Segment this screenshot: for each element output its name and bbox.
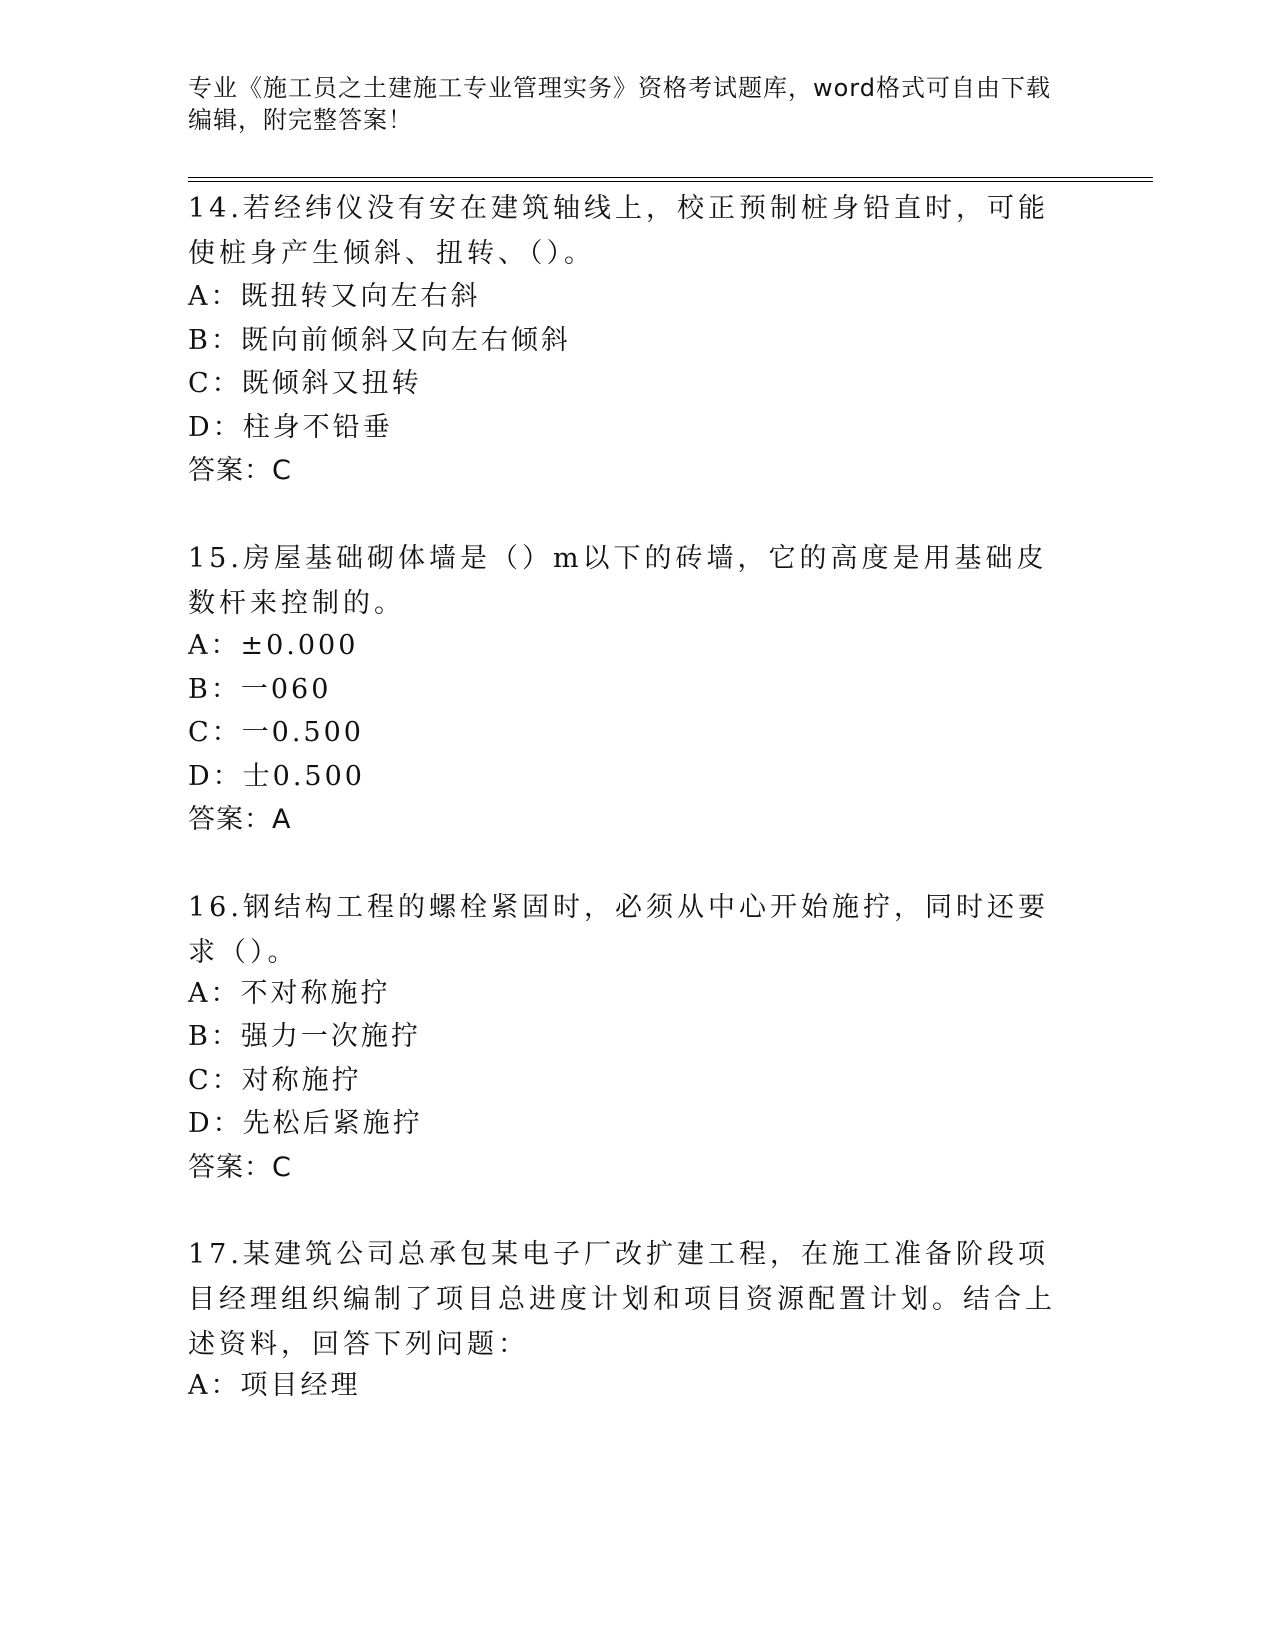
document-header: 专业《施工员之土建施工专业管理实务》资格考试题库，word格式可自由下载编辑，附完整答案！: [188, 74, 1051, 134]
option-d: D：士0.500: [188, 761, 365, 792]
answer-line: 答案：A: [188, 804, 292, 835]
answer-line: 答案：C: [188, 455, 292, 486]
option-c: C：既倾斜又扭转: [188, 368, 422, 399]
header-divider-bottom: [188, 181, 1153, 182]
question-stem-14: 14.若经纬仪没有安在建筑轴线上，校正预制桩身铅直时，可能使桩身产生倾斜、扭转、（）。: [188, 193, 1049, 269]
option-a: A：不对称施拧: [188, 978, 391, 1009]
option-c: C：对称施拧: [188, 1065, 362, 1096]
option-b: B：既向前倾斜又向左右倾斜: [188, 325, 571, 356]
answer-line: 答案：C: [188, 1152, 292, 1183]
option-a: A：项目经理: [188, 1370, 361, 1401]
question-stem-16: 16.钢结构工程的螺栓紧固时，必须从中心开始施拧，同时还要求（）。: [188, 892, 1049, 968]
option-a: A：±0.000: [188, 630, 359, 661]
option-b: B：一060: [188, 674, 332, 705]
header-divider-top: [188, 177, 1153, 178]
question-stem-17: 17.某建筑公司总承包某电子厂改扩建工程，在施工准备阶段项目经理组织编制了项目总进度计划和项目资源配置计划。结合上述资料，回答下列问题：: [188, 1239, 1056, 1360]
question-stem-15: 15.房屋基础砌体墙是（）m以下的砖墙，它的高度是用基础皮数杆来控制的。: [188, 543, 1048, 619]
option-b: B：强力一次施拧: [188, 1021, 421, 1052]
option-a: A：既扭转又向左右斜: [188, 281, 481, 312]
option-c: C：一0.500: [188, 717, 364, 748]
option-d: D：柱身不铅垂: [188, 412, 393, 443]
option-d: D：先松后紧施拧: [188, 1108, 423, 1139]
